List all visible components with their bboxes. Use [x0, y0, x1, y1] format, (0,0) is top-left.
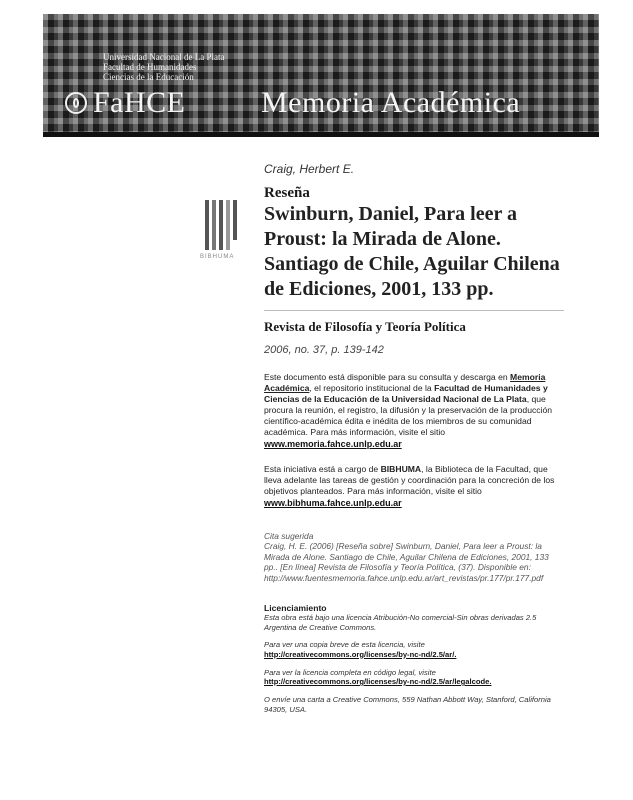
license-summary-link[interactable]: http://creativecommons.org/licenses/by-nc-nd/2.5/ar/.: [264, 649, 457, 659]
journal-name: Revista de Filosofía y Teoría Política: [264, 319, 466, 334]
bibhuma-logo-caption: BIBHUMA: [200, 254, 235, 260]
repository-name-link[interactable]: Memoria Académica: [264, 372, 546, 393]
license-heading: Licenciamiento: [264, 603, 327, 613]
license-summary-label: Para ver una copia breve de esta licencia, visite: [264, 640, 425, 649]
document-cover: [264, 162, 564, 714]
author-name: Craig, Herbert E.: [264, 162, 355, 176]
faculty-name: Facultad de Humanidades y Ciencias de la Educación de la Universidad Nacional de La Plata: [264, 383, 548, 404]
para1-text-b: , el repositorio institucional de la: [309, 383, 432, 393]
bibhuma-info-paragraph: [264, 464, 564, 497]
document-title: Swinburn, Daniel, Para leer a Proust: la Mirada de Alone. Santiago de Chile, Aguilar Chilena de Ediciones, 2001, 133 pp.: [264, 203, 560, 300]
license-legal-label: Para ver la licencia completa en código legal, visite: [264, 667, 436, 677]
issue-info: 2006, no. 37, p. 139-142: [264, 344, 384, 356]
license-address: O envíe una carta a Creative Commons, 559 Nathan Abbott Way, Stanford, California 94305, USA.: [264, 695, 551, 714]
fahce-logo-icon: [65, 92, 87, 114]
document-kind: Reseña: [264, 185, 310, 201]
institution-line-school: Ciencias de la Educación: [103, 72, 194, 82]
bibhuma-site-link[interactable]: www.bibhuma.fahce.unlp.edu.ar: [264, 498, 402, 508]
institution-line-faculty: Facultad de Humanidades: [103, 62, 197, 72]
bibhuma-name: BIBHUMA: [380, 464, 422, 474]
license-text: Esta obra está bajo una licencia Atribución-No comercial-Sin obras derivadas 2.5 Argentina de Creative Commons.: [264, 613, 537, 632]
header-banner: [43, 14, 599, 137]
memoria-site-link[interactable]: www.memoria.fahce.unlp.edu.ar: [264, 439, 402, 449]
para1-text-c: , que procura la reunión, el registro, la difusión y la preservación de la producción científico-académica édita e inédita de los miembros de su comunidad académica. Para más información, visite el sitio: [264, 394, 553, 437]
para2-text-a: Esta iniciativa está a cargo de: [264, 464, 379, 474]
para2-text-b: , la Biblioteca de la Facultad, que lleva adelante las tareas de gestión y coordinación para la concreción de los objetivos planteados. Para más información, visite el sitio: [264, 464, 555, 496]
para1-text-a: Este documento está disponible para su consulta y descarga en: [264, 372, 508, 382]
bibhuma-logo-icon: [203, 200, 241, 252]
repository-title: Memoria Académica: [261, 86, 521, 119]
license-legal-link[interactable]: http://creativecommons.org/licenses/by-nc-nd/2.5/ar/legalcode.: [264, 677, 492, 686]
repository-info-paragraph: [264, 372, 564, 438]
citation-label: Cita sugerida: [264, 531, 314, 541]
banner-bottom-band: [43, 132, 599, 137]
citation-text: Craig, H. E. (2006) [Reseña sobre] Swinburn, Daniel, Para leer a Proust: la Mirada de Alone. Santiago de Chile, Aguilar Chilena de Ediciones, 2001, 133 pp.. [En línea] Revista de Filosofía y Teoría Política, (37). Disponible en: http://www.fuentesmemoria.fahce.unlp.edu.ar/art_revistas/pr.177/pr.177.pdf: [264, 541, 549, 583]
fahce-logo-text: FaHCE: [93, 86, 186, 119]
institution-line-university: Universidad Nacional de La Plata: [103, 52, 225, 62]
title-divider: [264, 310, 564, 311]
